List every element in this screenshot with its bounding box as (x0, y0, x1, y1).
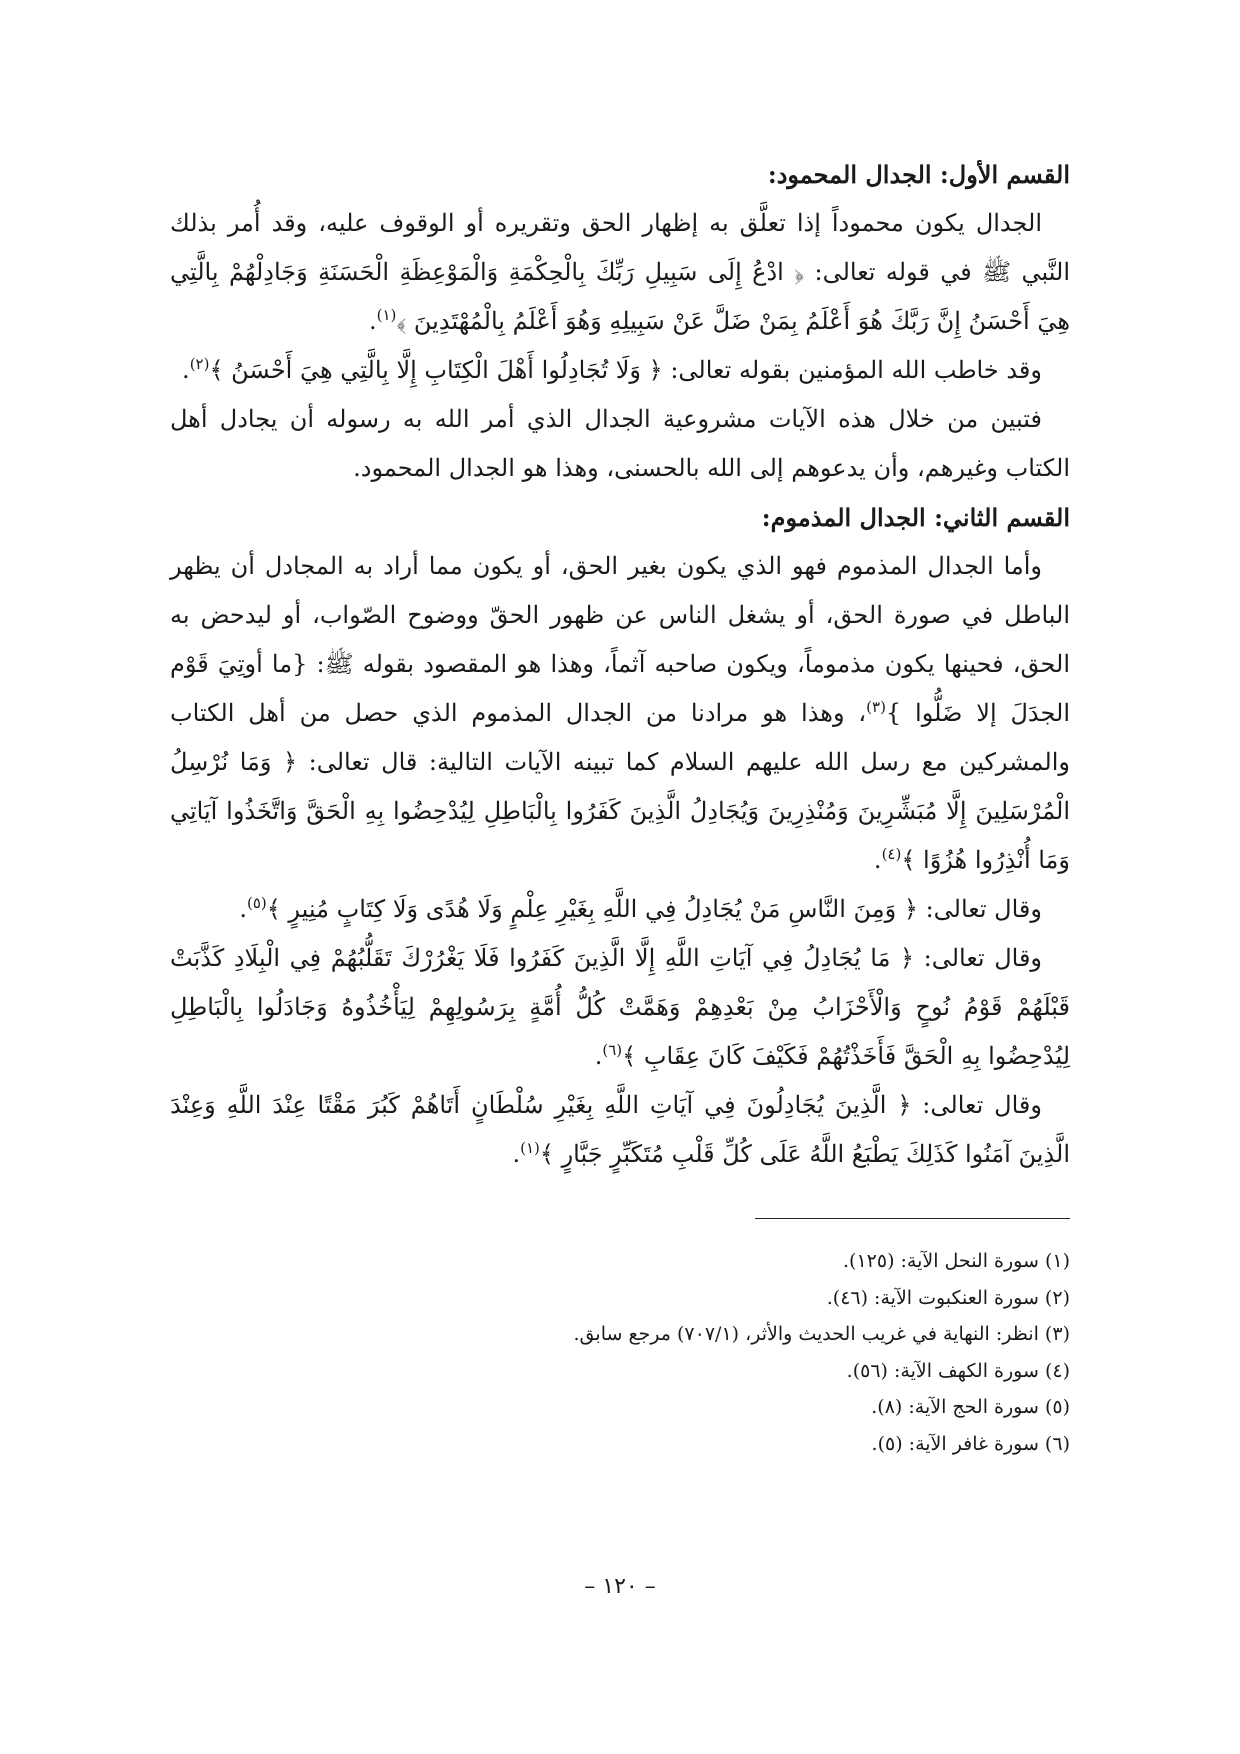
main-text (170, 150, 1070, 1179)
paragraph-text: وقال تعالى: ﴿ مَا يُجَادِلُ فِي آيَاتِ اللَّهِ إِلَّا الَّذِينَ كَفَرُوا فَلَا يَغْرُرْكَ تَقَلُّبُهُمْ فِي الْبِلَادِ كَذَّبَتْ قَبْلَهُمْ قَوْمُ نُوحٍ وَالْأَحْزَابُ مِنْ بَعْدِهِمْ وَهَمَّتْ كُلُّ أُمَّةٍ بِرَسُولِهِمْ لِيَأْخُذُوهُ وَجَادَلُوا بِالْبَاطِلِ لِيُدْحِضُوا بِهِ الْحَقَّ فَأَخَذْتُهُمْ فَكَيْفَ كَانَ عِقَابِ ﴾ (170, 944, 1070, 1070)
footnote-ref: (٦) (602, 1041, 623, 1059)
paragraph (170, 885, 1070, 934)
paragraph-text: وقال تعالى: ﴿ الَّذِينَ يُجَادِلُونَ فِي آيَاتِ اللَّهِ بِغَيْرِ سُلْطَانٍ أَتَاهُمْ كَبُرَ مَقْتًا عِنْدَ اللَّهِ وَعِنْدَ الَّذِينَ آمَنُوا كَذَلِكَ يَطْبَعُ اللَّهُ عَلَى كُلِّ قَلْبِ مُتَكَبِّرٍ جَبَّارٍ ﴾ (170, 1091, 1070, 1168)
paragraph-text: وقال تعالى: ﴿ وَمِنَ النَّاسِ مَنْ يُجَادِلُ فِي اللَّهِ بِغَيْرِ عِلْمٍ وَلَا هُدًى وَلَا كِتَابٍ مُنِيرٍ ﴾ (266, 895, 1042, 923)
paragraph-text: وقد خاطب الله المؤمنين بقوله تعالى: ﴿ وَلَا تُجَادِلُوا أَهْلَ الْكِتَابِ إِلَّا بِالَّتِي هِيَ أَحْسَنُ ﴾ (209, 356, 1042, 384)
page-number: – ١٢٠ – (584, 1574, 656, 1599)
period: . (368, 307, 377, 335)
footnote-ref: (٢) (189, 355, 210, 373)
footnote: (٤) سورة الكهف الآية: (٥٦). (846, 1359, 1070, 1382)
footnotes (170, 1243, 1070, 1462)
period: . (873, 846, 882, 874)
section-heading-praised-debate: القسم الأول: الجدال المحمود: (767, 160, 1070, 189)
footnote: (٦) سورة غافر الآية: (٥). (871, 1432, 1070, 1455)
footnote-ref: (٣) (866, 698, 886, 716)
footnote-ref: (٥) (246, 894, 267, 912)
footnote-divider (755, 1218, 1070, 1219)
section-heading-blameworthy-debate: القسم الثاني: الجدال المذموم: (761, 503, 1070, 532)
paragraph (170, 542, 1070, 885)
footnote: (٢) سورة العنكبوت الآية: (٤٦). (826, 1286, 1070, 1309)
period: . (512, 1140, 521, 1168)
paragraph (170, 346, 1070, 395)
footnote-ref: (٤) (881, 845, 902, 863)
paragraph-text: وأما الجدال المذموم فهو الذي يكون بغير الحق، أو يكون مما أراد به المجادل أن يظهر الباطل في صورة الحق، أو يشغل الناس عن ظهور الحقّ ووضوح الصّواب، أو ليدحض به الحق، فحينها يكون مذموماً، ويكون صاحبه آثماً، وهذا هو المقصود بقوله ﷺ: {ما أوتِيَ قَوْم الجدَلَ إلا ضَلُّوا } (170, 552, 1071, 727)
footnote-ref: (١) (376, 306, 397, 324)
footnote: (٥) سورة الحج الآية: (٨). (871, 1396, 1070, 1418)
footnote-ref: (١) (520, 1139, 540, 1157)
footnote: (٣) انظر: النهاية في غريب الحديث والأثر، (٧٠٧/١) مرجع سابق. (573, 1323, 1070, 1345)
period: . (182, 356, 190, 384)
paragraph-text: الجدال يكون محموداً إذا تعلَّق به إظهار الحق وتقريره أو الوقوف عليه، وقد أُمر بذلك النَّبي ﷺ في قوله تعالى: ﴿ ادْعُ إِلَى سَبِيلِ رَبِّكَ بِالْحِكْمَةِ وَالْمَوْعِظَةِ الْحَسَنَةِ وَجَادِلْهُمْ بِالَّتِي هِيَ أَحْسَنُ إِنَّ رَبَّكَ هُوَ أَعْلَمُ بِمَنْ ضَلَّ عَنْ سَبِيلِهِ وَهُوَ أَعْلَمُ بِالْمُهْتَدِينَ ﴾ (170, 209, 1070, 335)
paragraph (170, 199, 1070, 346)
paragraph: فتبين من خلال هذه الآيات مشروعية الجدال الذي أمر الله به رسوله أن يجادل أهل الكتاب وغيرهم، وأن يدعوهم إلى الله بالحسنى، وهذا هو الجدال المحمود. (170, 405, 1070, 482)
paragraph (170, 934, 1070, 1081)
paragraph-text: ، وهذا هو مرادنا من الجدال المذموم الذي حصل من أهل الكتاب والمشركين مع رسل الله عليهم السلام كما تبينه الآيات التالية: قال تعالى: ﴿ وَمَا نُرْسِلُ الْمُرْسَلِينَ إِلَّا مُبَشِّرِينَ وَمُنْذِرِينَ وَيُجَادِلُ الَّذِينَ كَفَرُوا بِالْبَاطِلِ لِيُدْحِضُوا بِهِ الْحَقَّ وَاتَّخَذُوا آيَاتِي وَمَا أُنْذِرُوا هُزُوًا ﴾ (170, 699, 1070, 874)
paragraph (170, 1081, 1070, 1179)
footnote: (١) سورة النحل الآية: (١٢٥). (842, 1250, 1070, 1272)
period: . (239, 895, 247, 923)
period: . (594, 1042, 603, 1070)
